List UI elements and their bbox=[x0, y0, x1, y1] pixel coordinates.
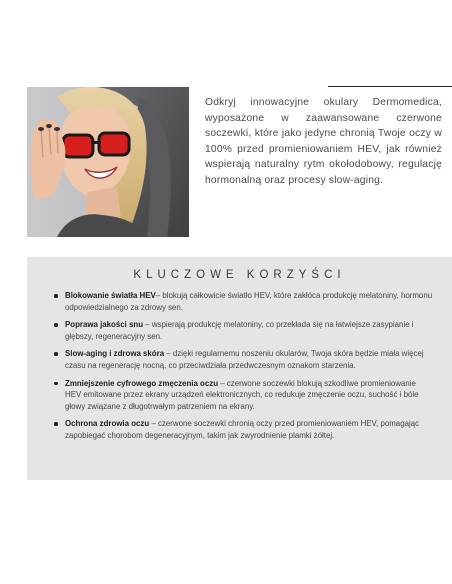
bullet-icon bbox=[54, 382, 58, 386]
benefit-heading: Zmniejszenie cyfrowego zmęczenia oczu bbox=[65, 378, 219, 388]
bullet-icon bbox=[54, 422, 58, 426]
benefit-item bbox=[53, 348, 433, 371]
top-divider-line bbox=[328, 86, 452, 87]
benefit-item bbox=[53, 418, 433, 441]
key-benefits-panel bbox=[27, 257, 452, 480]
bullet-icon bbox=[54, 352, 58, 356]
benefit-text: – czerwone soczewki chronią oczy przed promieniowaniem HEV, pomagając zapobiegać chorobom degeneracyjnym, takim jak zwyrodnienie plamki żółtej. bbox=[65, 419, 420, 440]
intro-paragraph bbox=[205, 95, 442, 188]
benefit-heading: Slow-aging i zdrowa skóra bbox=[65, 349, 165, 359]
benefit-heading: Ochrona zdrowia oczu bbox=[65, 419, 150, 429]
benefit-text: – dzięki regularnemu noszeniu okularów, Twoja skóra będzie miała więcej czasu na regenerację nocną, co przeciwdziała przedwczesnym oznakom starzenia. bbox=[65, 349, 424, 370]
benefit-heading: Poprawa jakości snu bbox=[65, 320, 144, 330]
intro-text: Odkryj innowacyjne okulary Dermomedica, wyposażone w zaawansowane czerwone soczewki, które jako jedyne chronią Twoje oczy w 100% przed promieniowaniem HEV, jak również wspierają naturalny rytm okołodobowy, regulację hormonalną oraz procesy slow-aging. bbox=[205, 97, 442, 186]
benefit-text: – wspierają produkcję melatoniny, co przekłada się na łatwiejsze zasypianie i głębszy, regeneracyjny sen. bbox=[65, 320, 414, 341]
key-benefits-title: KLUCZOWE KORZYŚCI bbox=[133, 269, 346, 281]
benefits-list bbox=[53, 290, 433, 448]
benefit-text: – czerwone soczewki blokują szkodliwe promieniowanie HEV emitowane przez ekrany urządzeń elektronicznych, co redukuje zmęczenie oczu, suchość i bóle głowy związane z długotrwałym patrzeniem na ekrany. bbox=[65, 378, 419, 411]
bullet-icon bbox=[54, 294, 58, 298]
benefit-text: – blokują całkowicie światło HEV, które zakłóca produkcję melatoniny, hormonu odpowiedzialnego za zdrowy sen. bbox=[65, 291, 433, 312]
product-photo-woman-red-glasses bbox=[27, 87, 189, 237]
molecule-hexagon-icon bbox=[435, 317, 452, 407]
benefit-item bbox=[53, 378, 433, 413]
benefit-heading: Blokowanie światła HEV bbox=[65, 291, 156, 300]
bullet-icon bbox=[54, 323, 58, 327]
benefit-item bbox=[53, 290, 433, 313]
benefit-item bbox=[53, 319, 433, 342]
